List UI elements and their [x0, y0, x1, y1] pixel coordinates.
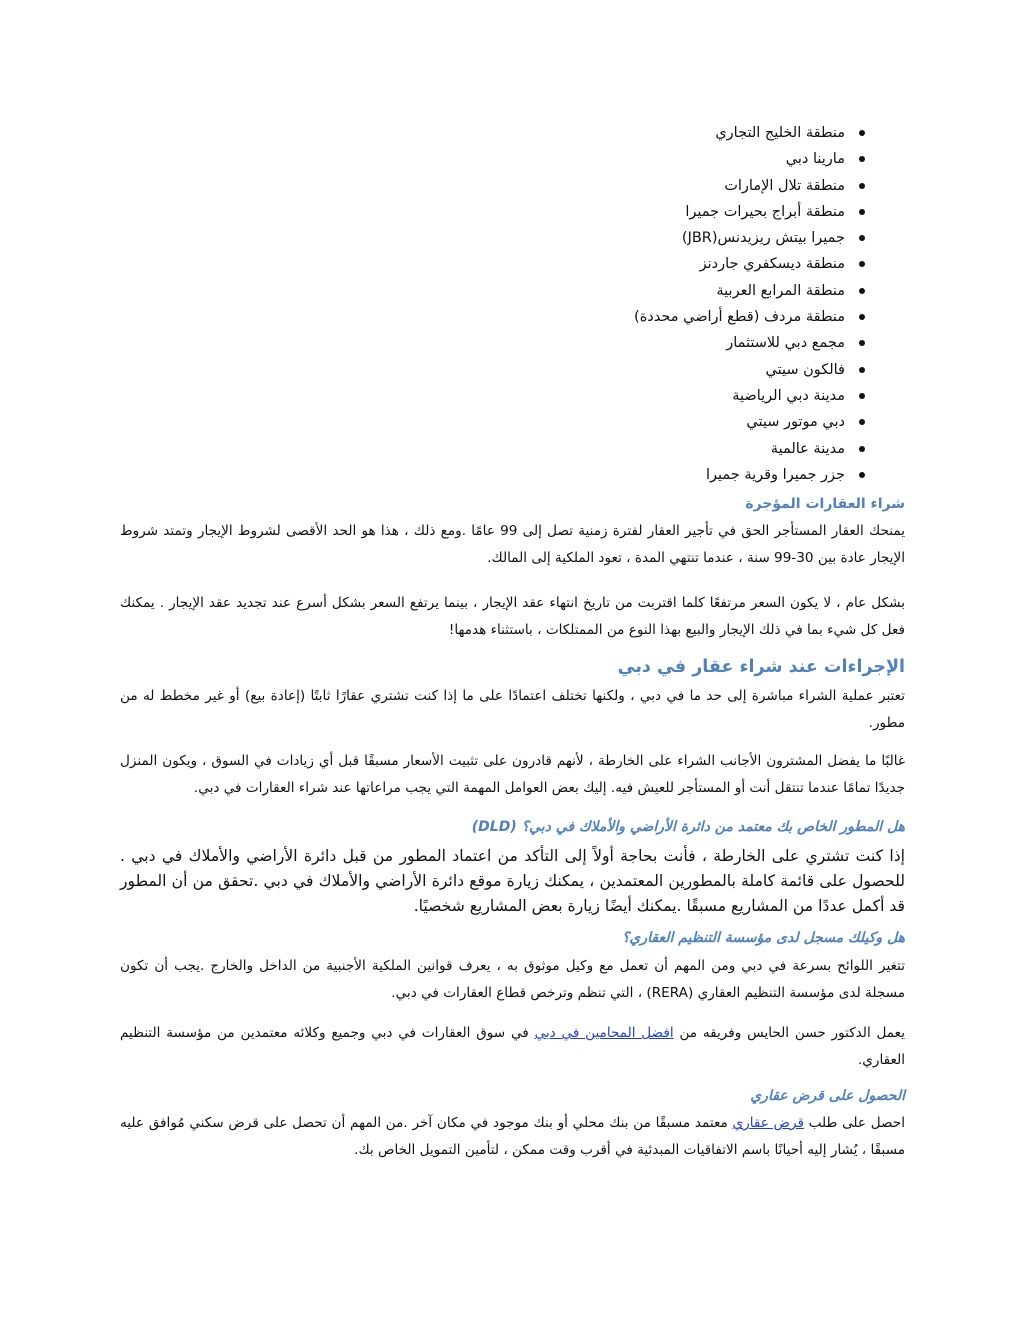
procedures-heading: الإجراءات عند شراء عقار في دبي [617, 657, 905, 677]
list-item: مدينة عالمية [634, 436, 865, 462]
mortgage-text-before: احصل على طلب [803, 1115, 905, 1131]
best-lawyers-link[interactable]: افضل المحامين في دبي [534, 1025, 674, 1041]
list-item: منطقة أبراج بحيرات جميرا [634, 199, 865, 225]
procedures-paragraph-1: تعتبر عملية الشراء مباشرة إلى حد ما في دبي ، ولكنها تختلف اعتمادًا على ما إذا كنت تشتري عقارًا ثابتًا (إعادة بيع) أو غير مخطط له من مطور. [120, 688, 905, 731]
list-item: فالكون سيتي [634, 357, 865, 383]
list-item: جميرا بيتش ريزيدنس(JBR) [634, 225, 865, 251]
rera-paragraph-2 [120, 1020, 905, 1073]
rera-heading: هل وكيلك مسجل لدى مؤسسة التنظيم العقاري؟ [621, 930, 905, 946]
mortgage-heading: الحصول على قرض عقاري [750, 1088, 905, 1104]
rera-paragraph-1: تتغير اللوائح بسرعة في دبي ومن المهم أن تعمل مع وكيل موثوق به ، يعرف قوانين الملكية الأجنبية من الداخل والخارج .يجب أن تكون مسجلة لدى مؤسسة التنظيم العقاري (RERA) ، التي تنظم وترخص قطاع العقارات في دبي. [120, 958, 905, 1001]
document-page [120, 0, 905, 1325]
list-item: جزر جميرا وقرية جميرا [634, 462, 865, 488]
list-item: منطقة المرابع العربية [634, 278, 865, 304]
procedures-paragraph-2: غالبًا ما يفضل المشترون الأجانب الشراء على الخارطة ، لأنهم قادرون على تثبيت الأسعار مسبقًا قبل أي زيادات في السوق ، ويكون المنزل جديدًا تمامًا عندما تنتقل أنت أو المستأجر للعيش فيه. إليك بعض العوامل المهمة التي يجب مراعاتها عند شراء العقارات في دبي. [120, 753, 905, 796]
areas-list [634, 120, 865, 488]
rera-text-after: في سوق العقارات في دبي وجميع وكلائه معتمدين من مؤسسة التنظيم العقاري. [120, 1025, 905, 1068]
list-item: مجمع دبي للاستثمار [634, 330, 865, 356]
list-item: منطقة الخليج التجاري [634, 120, 865, 146]
leasehold-heading: شراء العقارات المؤجرة [745, 496, 905, 512]
list-item: مدينة دبي الرياضية [634, 383, 865, 409]
list-item: دبي موتور سيتي [634, 409, 865, 435]
leasehold-paragraph-2: بشكل عام ، لا يكون السعر مرتفعًا كلما اقتربت من تاريخ انتهاء عقد الإيجار ، بينما يرتفع السعر بشكل أسرع عند تجديد عقد الإيجار . يمكنك فعل كل شيء بما في ذلك الإيجار والبيع بهذا النوع من الممتلكات ، باستثناء هدمها! [120, 595, 905, 638]
list-item: منطقة ديسكفري جاردنز [634, 251, 865, 277]
mortgage-text-after: معتمد مسبقًا من بنك محلي أو بنك موجود في مكان آخر .من المهم أن تحصل على قرض سكني مُوافق عليه مسبقًا ، يُشار إليه أحيانًا باسم الاتفاقيات المبدئية في أقرب وقت ممكن ، لتأمين التمويل الخاص بك. [120, 1115, 905, 1158]
leasehold-paragraph-1: يمنحك العقار المستأجر الحق في تأجير العقار لفترة زمنية تصل إلى 99 عامًا .ومع ذلك ، هذا هو الحد الأقصى لشروط الإيجار وتمتد شروط الإيجار عادة بين 30-99 سنة ، عندما تنتهي المدة ، تعود الملكية إلى المالك. [120, 523, 905, 566]
list-item: منطقة تلال الإمارات [634, 173, 865, 199]
mortgage-paragraph [120, 1110, 905, 1163]
mortgage-link[interactable]: قرض عقاري [732, 1115, 804, 1131]
dld-paragraph: إذا كنت تشتري على الخارطة ، فأنت بحاجة أولاً إلى التأكد من اعتماد المطور من قبل دائرة الأراضي والأملاك في دبي . للحصول على قائمة كاملة بالمطورين المعتمدين ، يمكنك زيارة موقع دائرة الأراضي والأملاك في دبي .تحقق من أن المطور قد أكمل عددًا من المشاريع مسبقًا .يمكنك أيضًا زيارة بعض المشاريع شخصيًا. [120, 847, 905, 915]
dld-heading: هل المطور الخاص بك معتمد من دائرة الأراضي والأملاك في دبي؟ (DLD) [471, 819, 905, 835]
list-item: مارينا دبي [634, 146, 865, 172]
rera-text-before: يعمل الدكتور حسن الحايس وفريقه من [673, 1025, 905, 1041]
list-item: منطقة مردف (قطع أراضي محددة) [634, 304, 865, 330]
